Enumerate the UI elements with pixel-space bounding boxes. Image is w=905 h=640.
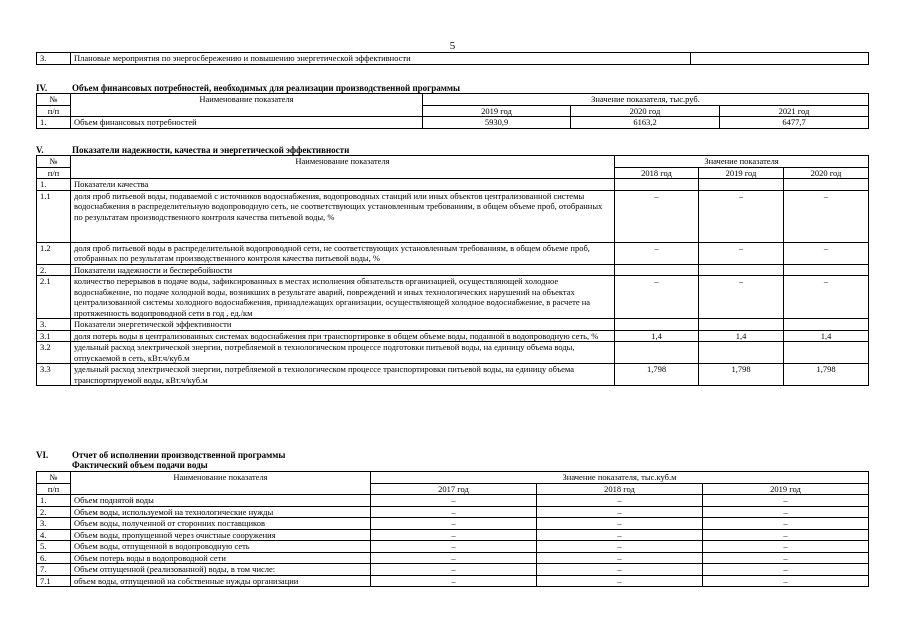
row-value: – — [784, 190, 869, 242]
row-name: объем воды, отпущенной на собственные нужды организации — [71, 575, 371, 587]
section-number: IV. — [36, 83, 48, 93]
row-value: – — [703, 506, 869, 518]
col-num-header: № — [37, 472, 71, 484]
row-value: 1,798 — [784, 364, 869, 386]
section-title: Отчет об исполнении производственной программы — [72, 450, 286, 460]
row-name: Объем воды, используемой на технологические нужды — [71, 506, 371, 518]
row-value: – — [615, 276, 699, 319]
row-number: 7. — [37, 564, 71, 576]
row-name: Показатели качества — [71, 179, 615, 191]
measures-table — [36, 52, 869, 65]
table-header-row — [37, 94, 869, 106]
row-value: – — [371, 541, 537, 553]
indicators-table — [36, 155, 869, 386]
year-header: 2020 год — [571, 105, 720, 117]
section-number: VI. — [36, 450, 49, 460]
section-title: Показатели надежности, качества и энергетической эффективности — [72, 145, 350, 155]
row-number: 1. — [37, 179, 71, 191]
table-row — [37, 276, 869, 319]
row-value: – — [537, 575, 703, 587]
row-value: – — [703, 575, 869, 587]
row-value: 1,4 — [784, 330, 869, 342]
row-value: – — [703, 529, 869, 541]
supply-table — [36, 471, 869, 587]
row-number: 3. — [37, 518, 71, 530]
table-row — [37, 264, 869, 276]
row-value: 6163,2 — [571, 117, 720, 129]
row-value: – — [703, 564, 869, 576]
row-value: – — [537, 495, 703, 507]
table-row — [37, 575, 869, 587]
year-header: 2019 год — [703, 483, 869, 495]
row-value — [615, 342, 699, 364]
year-header: 2019 год — [423, 105, 571, 117]
row-name: Объем финансовых потребностей — [71, 117, 423, 129]
row-number: 2. — [37, 506, 71, 518]
row-number: 1.2 — [37, 242, 71, 264]
year-header: 2017 год — [371, 483, 537, 495]
row-value: – — [703, 541, 869, 553]
row-value: – — [699, 242, 784, 264]
page-number: 5 — [449, 40, 456, 52]
row-name: Объем воды, пропущенной через очистные сооружения — [71, 529, 371, 541]
year-header: 2019 год — [699, 167, 784, 179]
table-row — [37, 53, 869, 65]
row-number: 1. — [37, 495, 71, 507]
row-name: доля проб питьевой воды в распределительной водопроводной сети, не соответствующих установленным требованиям, в общем объеме проб, отобранных по результатам производственного контроля качества питьевой воды, % — [71, 242, 615, 264]
year-header: 2018 год — [615, 167, 699, 179]
row-value: – — [784, 276, 869, 319]
row-value — [691, 53, 869, 65]
row-value: – — [371, 506, 537, 518]
col-num-header: п/п — [37, 105, 71, 117]
row-name: Объем поднятой воды — [71, 495, 371, 507]
table-row — [37, 506, 869, 518]
row-name: удельный расход электрической энергии, потребляемой в технологическом процессе транспортировки питьевой воды, на единицу объема транспортируемой воды, кВт.ч/куб.м — [71, 364, 615, 386]
row-number: 6. — [37, 552, 71, 564]
row-value: – — [371, 529, 537, 541]
row-value: 1,4 — [615, 330, 699, 342]
section-number: V. — [36, 145, 44, 155]
row-value: 1,4 — [699, 330, 784, 342]
section-6-subtitle: Фактический объем подачи воды — [72, 460, 208, 470]
row-value: – — [371, 518, 537, 530]
col-num-header: п/п — [37, 167, 71, 179]
row-value: – — [699, 190, 784, 242]
row-value: 1,798 — [615, 364, 699, 386]
row-name: доля потерь воды в централизованных системах водоснабжения при транспортировке в общем объеме воды, поданной в водопроводную сеть, % — [71, 330, 615, 342]
table-row — [37, 364, 869, 386]
row-value — [699, 342, 784, 364]
row-name: Плановые мероприятия по энергосбережению и повышению энергетической эффективности — [71, 53, 691, 65]
row-value: – — [371, 564, 537, 576]
year-header: 2021 год — [720, 105, 869, 117]
col-name-header: Наименование показателя — [71, 472, 371, 495]
row-number: 3.1 — [37, 330, 71, 342]
col-num-header: п/п — [37, 483, 71, 495]
row-name: удельный расход электрической энергии, потребляемой в технологическом процессе подготовки питьевой воды, на единицу объема воды, отпускаемой в сеть, кВт.ч/куб.м — [71, 342, 615, 364]
row-value: – — [615, 190, 699, 242]
row-value: – — [615, 242, 699, 264]
row-number: 3. — [37, 53, 71, 65]
table-header-row — [37, 472, 869, 484]
year-header: 2020 год — [784, 167, 869, 179]
row-name: Показатели энергетической эффективности — [71, 319, 615, 331]
row-value: 6477,7 — [720, 117, 869, 129]
row-value: – — [703, 518, 869, 530]
row-value: – — [699, 276, 784, 319]
year-header: 2018 год — [537, 483, 703, 495]
table-row — [37, 552, 869, 564]
table-row — [37, 564, 869, 576]
row-value: 1,798 — [699, 364, 784, 386]
row-name: доля проб питьевой воды, подаваемой с источников водоснабжения, водопроводных станций или иных объектов централизованной системы водоснабжения в распределительную водопроводную сеть, не соответствующих установленным требованиям, в общем объеме проб, отобранных по результатам производственного контроля качества питьевой воды, % — [71, 190, 615, 242]
table-row — [37, 242, 869, 264]
row-number: 3. — [37, 319, 71, 331]
table-row — [37, 179, 869, 191]
col-num-header: № — [37, 156, 71, 168]
col-name-header: Наименование показателя — [71, 156, 615, 179]
table-row — [37, 495, 869, 507]
row-number: 3.3 — [37, 364, 71, 386]
row-value — [784, 342, 869, 364]
col-num-header: № — [37, 94, 71, 106]
row-value: – — [537, 518, 703, 530]
row-value: – — [371, 495, 537, 507]
table-row — [37, 342, 869, 364]
table-row — [37, 117, 869, 129]
row-number: 1. — [37, 117, 71, 129]
row-value: – — [371, 575, 537, 587]
col-name-header: Наименование показателя — [71, 94, 423, 117]
table-row — [37, 330, 869, 342]
table-row — [37, 319, 869, 331]
row-value: – — [703, 552, 869, 564]
table-row — [37, 190, 869, 242]
row-number: 3.2 — [37, 342, 71, 364]
row-name: Объем отпущенной (реализованной) воды, в том числе: — [71, 564, 371, 576]
row-value: – — [371, 552, 537, 564]
row-number: 2.1 — [37, 276, 71, 319]
row-value: – — [537, 506, 703, 518]
row-value: – — [537, 529, 703, 541]
row-value: – — [703, 495, 869, 507]
table-row — [37, 541, 869, 553]
finance-table — [36, 93, 869, 129]
table-header-row — [37, 156, 869, 168]
table-row — [37, 518, 869, 530]
row-name: Объем воды, отпущенной в водопроводную сеть — [71, 541, 371, 553]
table-row — [37, 529, 869, 541]
row-number: 5. — [37, 541, 71, 553]
row-value: – — [537, 564, 703, 576]
row-name: Объем потерь воды в водопроводной сети — [71, 552, 371, 564]
row-value: 5930,9 — [423, 117, 571, 129]
col-value-header: Значение показателя — [615, 156, 869, 168]
row-value: – — [537, 541, 703, 553]
row-name: Показатели надежности и бесперебойности — [71, 264, 615, 276]
row-name: Объем воды, полученной от сторонних поставщиков — [71, 518, 371, 530]
row-value: – — [537, 552, 703, 564]
col-value-header: Значение показателя, тыс.куб.м — [371, 472, 869, 484]
row-number: 2. — [37, 264, 71, 276]
row-value: – — [784, 242, 869, 264]
section-title: Объем финансовых потребностей, необходимых для реализации производственной программы — [72, 83, 461, 93]
col-value-header: Значение показателя, тыс.руб. — [423, 94, 869, 106]
row-number: 1.1 — [37, 190, 71, 242]
row-name: количество перерывов в подаче воды, зафиксированных в местах исполнения обязательств организацией, осуществляющей холодное водоснабжение, по подаче холодной воды, возникших в результате аварий, повреждений и иных технологических нарушений на объектах централизованной системы холодного водоснабжения, принадлежащих организации, осуществляющей холодное водоснабжение, в расчете на протяженность водопроводной сети в год , ед./км — [71, 276, 615, 319]
row-number: 7.1 — [37, 575, 71, 587]
row-number: 4. — [37, 529, 71, 541]
